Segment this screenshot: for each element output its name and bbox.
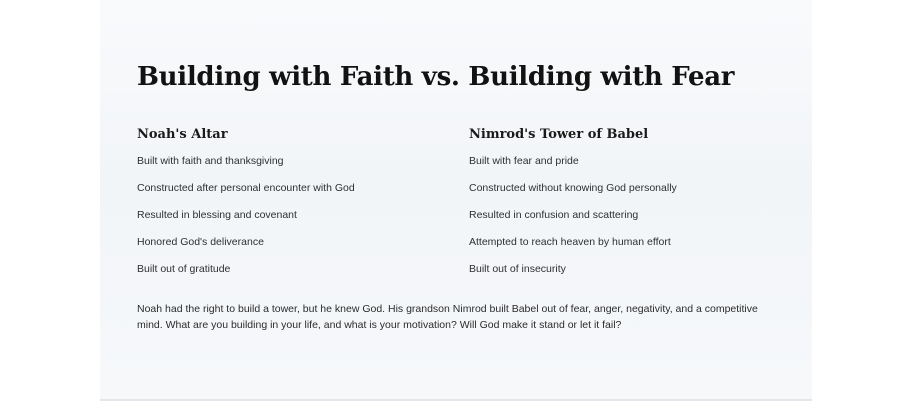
tower-of-babel-column	[469, 126, 677, 289]
list-item: Built out of gratitude	[137, 263, 231, 275]
list-item: Resulted in blessing and covenant	[137, 209, 297, 221]
list-item: Honored God's deliverance	[137, 236, 264, 248]
list-item: Resulted in confusion and scattering	[469, 209, 639, 221]
noahs-altar-list	[137, 154, 355, 289]
slide	[100, 0, 812, 401]
tower-of-babel-list	[469, 154, 677, 289]
list-item: Constructed after personal encounter with God	[137, 182, 355, 194]
noahs-altar-heading: Noah's Altar	[137, 127, 228, 142]
slide-title: Building with Faith vs. Building with Fear	[137, 62, 735, 92]
list-item: Built with fear and pride	[469, 155, 579, 167]
noahs-altar-column	[137, 126, 355, 289]
tower-of-babel-heading: Nimrod's Tower of Babel	[469, 127, 649, 142]
list-item: Attempted to reach heaven by human effort	[469, 236, 671, 248]
list-item: Built with faith and thanksgiving	[137, 155, 284, 167]
conclusion-paragraph: Noah had the right to build a tower, but he knew God. His grandson Nimrod built Babel out of fear, anger, negativity, and a competitive mind. What are you building in your life, and what is your motivation? Will God make it stand or let it fail?	[137, 303, 758, 331]
list-item: Built out of insecurity	[469, 263, 566, 275]
list-item: Constructed without knowing God personally	[469, 182, 677, 194]
